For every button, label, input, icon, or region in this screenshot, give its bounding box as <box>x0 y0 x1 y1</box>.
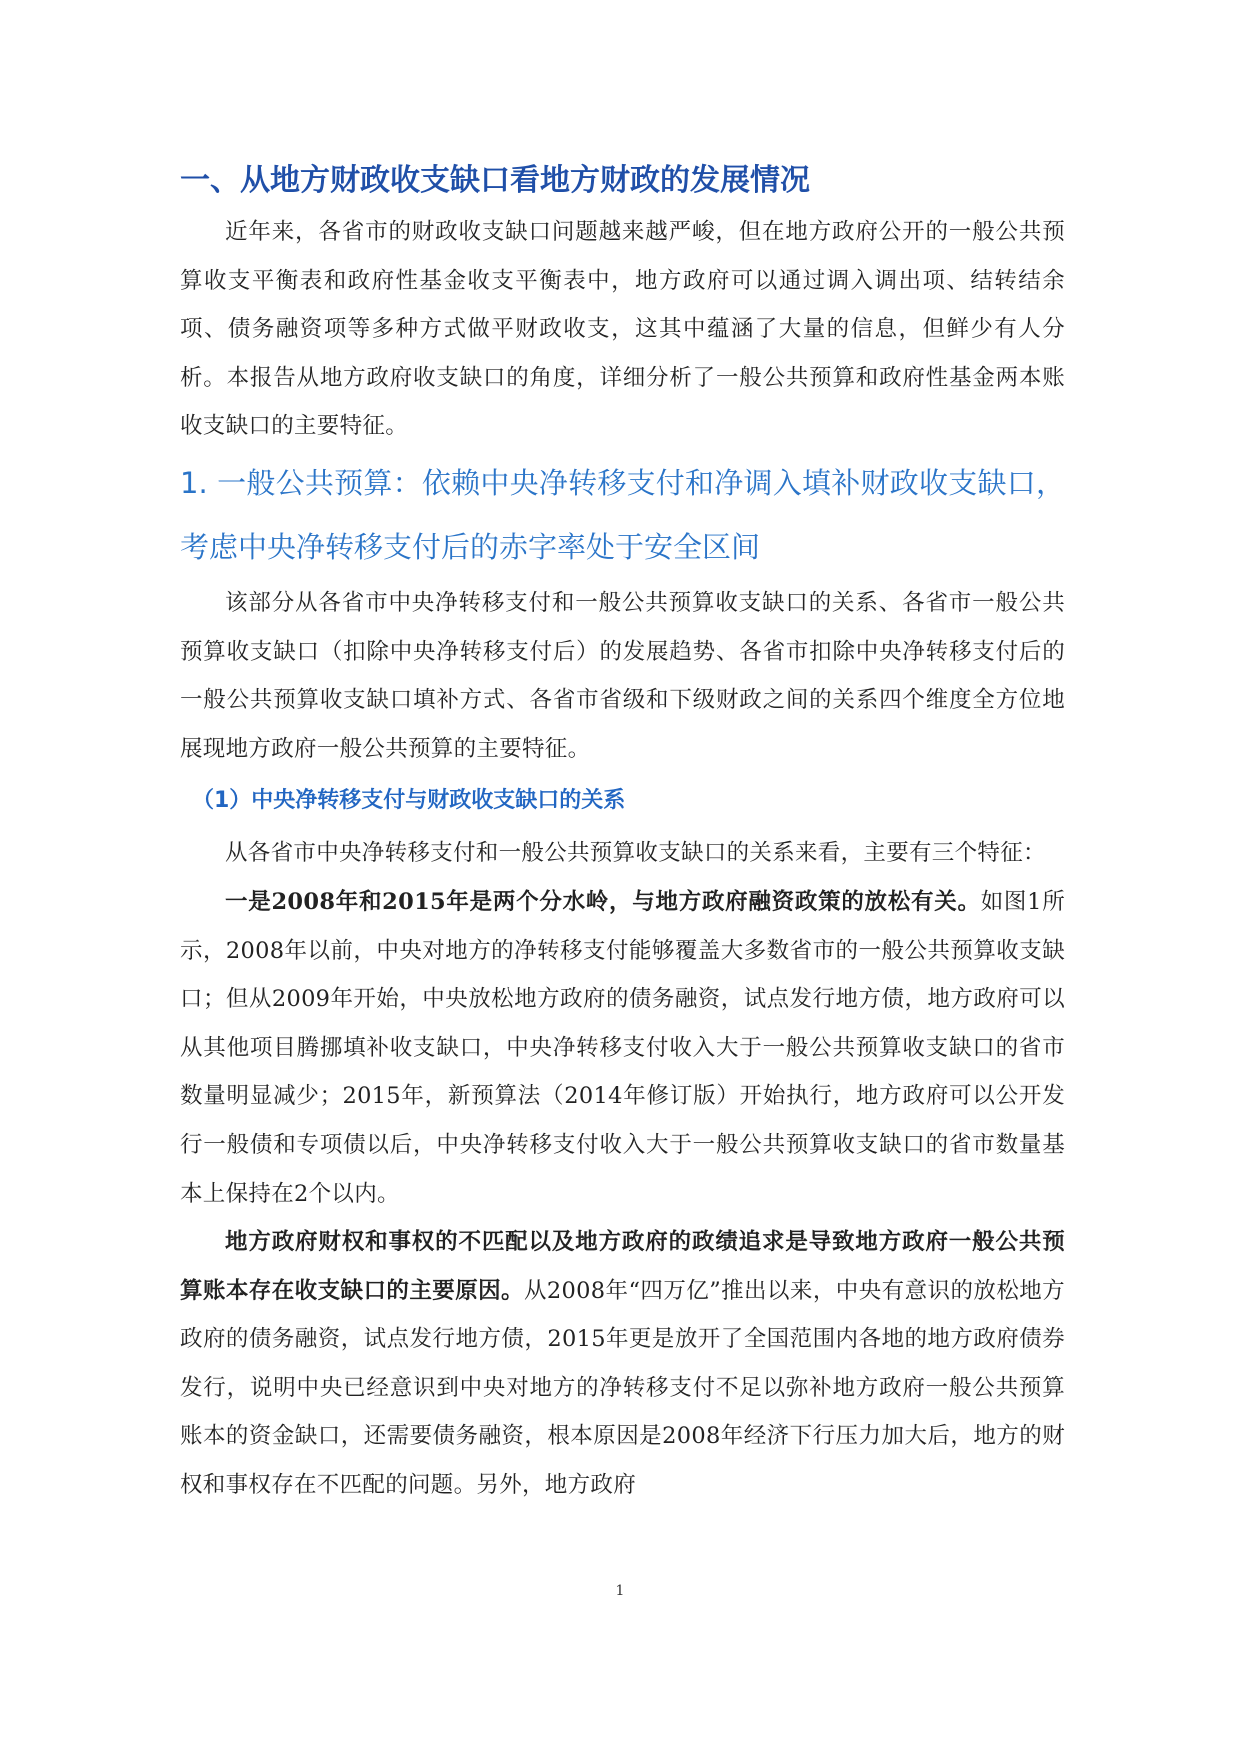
reason-body: 从2008年“四万亿”推出以来，中央有意识的放松地方政府的债务融资，试点发行地方债，2015年更是放开了全国范围内各地的地方政府债券发行，说明中央已经意识到中央对地方的净转移支付不足以弥补地方政府一般公共预算账本的资金缺口，还需要债务融资，根本原因是2008年经济下行压力加大后，地方的财权和事权存在不匹配的问题。另外，地方政府 <box>180 1277 1065 1499</box>
section-paragraph: 该部分从各省市中央净转移支付和一般公共预算收支缺口的关系、各省市一般公共预算收支缺口（扣除中央净转移支付后）的发展趋势、各省市扣除中央净转移支付后的一般公共预算收支缺口填补方式、各省市省级和下级财政之间的关系四个维度全方位地展现地方政府一般公共预算的主要特征。 <box>180 589 1065 762</box>
features-intro-paragraph: 从各省市中央净转移支付和一般公共预算收支缺口的关系来看，主要有三个特征： <box>225 840 1046 867</box>
intro-paragraph: 近年来，各省市的财政收支缺口问题越来越严峻，但在地方政府公开的一般公共预算收支平衡表和政府性基金收支平衡表中，地方政府可以通过调入调出项、结转结余项、债务融资项等多种方式做平财政收支，这其中蕴涵了大量的信息，但鲜少有人分析。本报告从地方政府收支缺口的角度，详细分析了一般公共预算和政府性基金两本账收支缺口的主要特征。 <box>180 219 1065 440</box>
feature-one-lead: 一是2008年和2015年是两个分水岭，与地方政府融资政策的放松有关。 <box>225 888 981 915</box>
section-heading-2: 1. 一般公共预算：依赖中央净转移支付和净调入填补财政收支缺口，考虑中央净转移支付后的赤字率处于安全区间 <box>180 465 1065 564</box>
subsection-heading: （1）中央净转移支付与财政收支缺口的关系 <box>192 788 626 814</box>
feature-one-paragraph <box>180 878 1065 1218</box>
reason-lead: 地方政府财权和事权的不匹配以及地方政府的政绩追求是导致地方政府一般公共预算账本存在收支缺口的主要原因。 <box>180 1229 1065 1304</box>
reason-paragraph <box>180 1218 1065 1510</box>
page-number: 1 <box>615 1583 625 1599</box>
feature-one-body: 如图1所示，2008年以前，中央对地方的净转移支付能够覆盖大多数省市的一般公共预算收支缺口；但从2009年开始，中央放松地方政府的债务融资，试点发行地方债，地方政府可以从其他项目腾挪填补收支缺口，中央净转移支付收入大于一般公共预算收支缺口的省市数量明显减少；2015年，新预算法（2014年修订版）开始执行，地方政府可以公开发行一般债和专项债以后，中央净转移支付收入大于一般公共预算收支缺口的省市数量基本上保持在2个以内。 <box>180 888 1066 1207</box>
document-page <box>180 160 1065 1510</box>
section-heading-1: 一、从地方财政收支缺口看地方财政的发展情况 <box>180 163 810 198</box>
